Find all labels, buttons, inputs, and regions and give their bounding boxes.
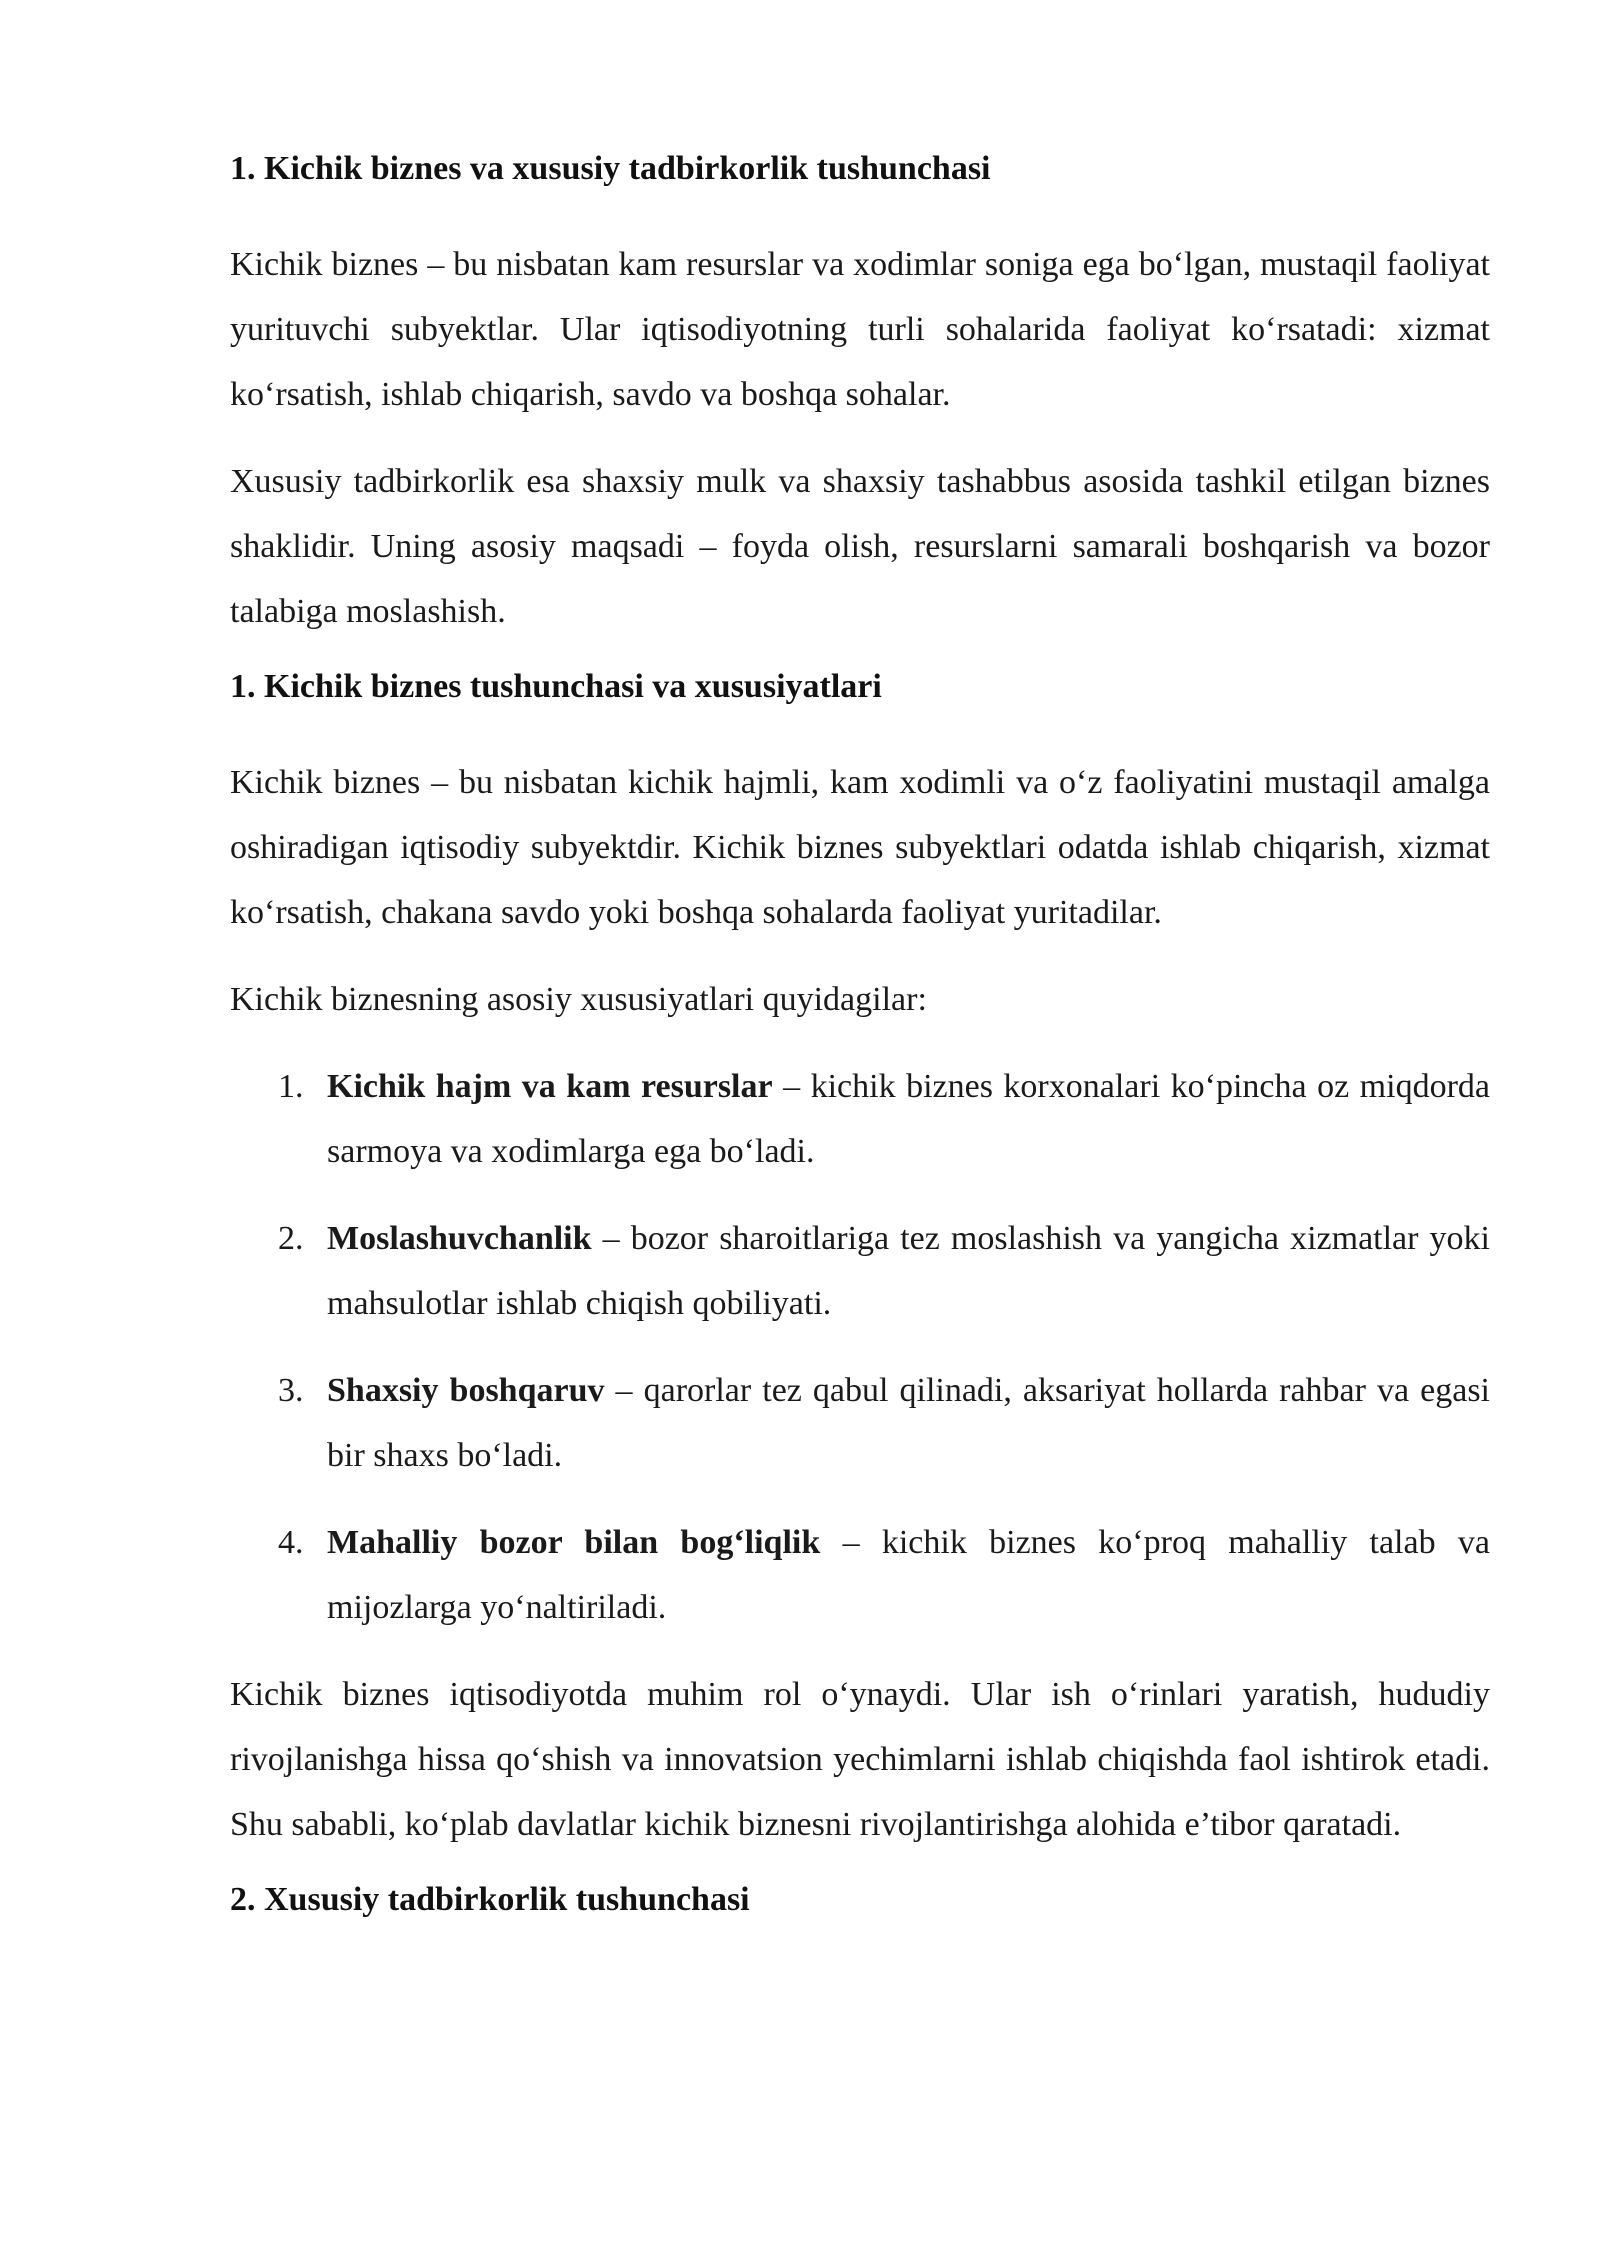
list-item-term: Shaxsiy boshqaruv [327, 1372, 605, 1409]
list-item [230, 1510, 1490, 1640]
section-heading-1: 1. Kichik biznes va xususiy tadbirkorlik tushunchasi [230, 150, 991, 187]
list-item-number: 4. [278, 1524, 304, 1561]
list-item-text: – kichik biznes korxonalari ko‘pincha oz miqdorda sarmoya va xodimlarga ega bo‘ladi. [327, 1068, 1490, 1170]
paragraph-features-intro: Kichik biznesning asosiy xususiyatlari quyidagilar: [230, 981, 927, 1018]
paragraph-small-business-definition: Kichik biznes – bu nisbatan kam resurslar va xodimlar soniga ega bo‘lgan, mustaqil faoliyat yurituvchi subyektlar. Ular iqtisodiyotning turli sohalarida faoliyat ko‘rsatadi: xizmat ko‘rsatish, ishlab chiqarish, savdo va boshqa sohalar. [230, 246, 1490, 413]
paragraph-small-business-concept: Kichik biznes – bu nisbatan kichik hajmli, kam xodimli va o‘z faoliyatini mustaqil amalga oshiradigan iqtisodiy subyektdir. Kichik biznes subyektlari odatda ishlab chiqarish, xizmat ko‘rsatish, chakana savdo yoki boshqa sohalarda faoliyat yuritadilar. [230, 764, 1490, 931]
section-heading-3: 2. Xususiy tadbirkorlik tushunchasi [230, 1881, 750, 1918]
document-page [230, 148, 1490, 1963]
list-item-term: Mahalliy bozor bilan bog‘liqlik [327, 1524, 821, 1561]
list-item-term: Moslashuvchanlik [327, 1220, 592, 1257]
list-item-text: – kichik biznes ko‘proq mahalliy talab va mijozlarga yo‘naltiriladi. [327, 1524, 1490, 1626]
list-item-number: 1. [278, 1068, 304, 1105]
paragraph-private-entrepreneurship-definition: Xususiy tadbirkorlik esa shaxsiy mulk va shaxsiy tashabbus asosida tashkil etilgan biznes shaklidir. Uning asosiy maqsadi – foyda olish, resurslarni samarali boshqarish va bozor talabiga moslashish. [230, 463, 1490, 630]
list-item [230, 1206, 1490, 1336]
list-item-text: – bozor sharoitlariga tez moslashish va yangicha xizmatlar yoki mahsulotlar ishlab chiqish qobiliyati. [327, 1220, 1490, 1322]
list-item-number: 2. [278, 1220, 304, 1257]
list-item-text: – qarorlar tez qabul qilinadi, aksariyat hollarda rahbar va egasi bir shaxs bo‘ladi. [327, 1372, 1490, 1474]
list-item [230, 1054, 1490, 1184]
list-item [230, 1358, 1490, 1488]
list-item-number: 3. [278, 1372, 304, 1409]
section-heading-2: 1. Kichik biznes tushunchasi va xususiyatlari [230, 668, 882, 705]
paragraph-role-in-economy: Kichik biznes iqtisodiyotda muhim rol o‘ynaydi. Ular ish o‘rinlari yaratish, hududiy rivojlanishga hissa qo‘shish va innovatsion yechimlarni ishlab chiqishda faol ishtirok etadi. Shu sababli, ko‘plab davlatlar kichik biznesni rivojlantirishga alohida e’tibor qaratadi. [230, 1676, 1490, 1843]
features-list [230, 1054, 1490, 1640]
list-item-term: Kichik hajm va kam resurslar [327, 1068, 773, 1105]
